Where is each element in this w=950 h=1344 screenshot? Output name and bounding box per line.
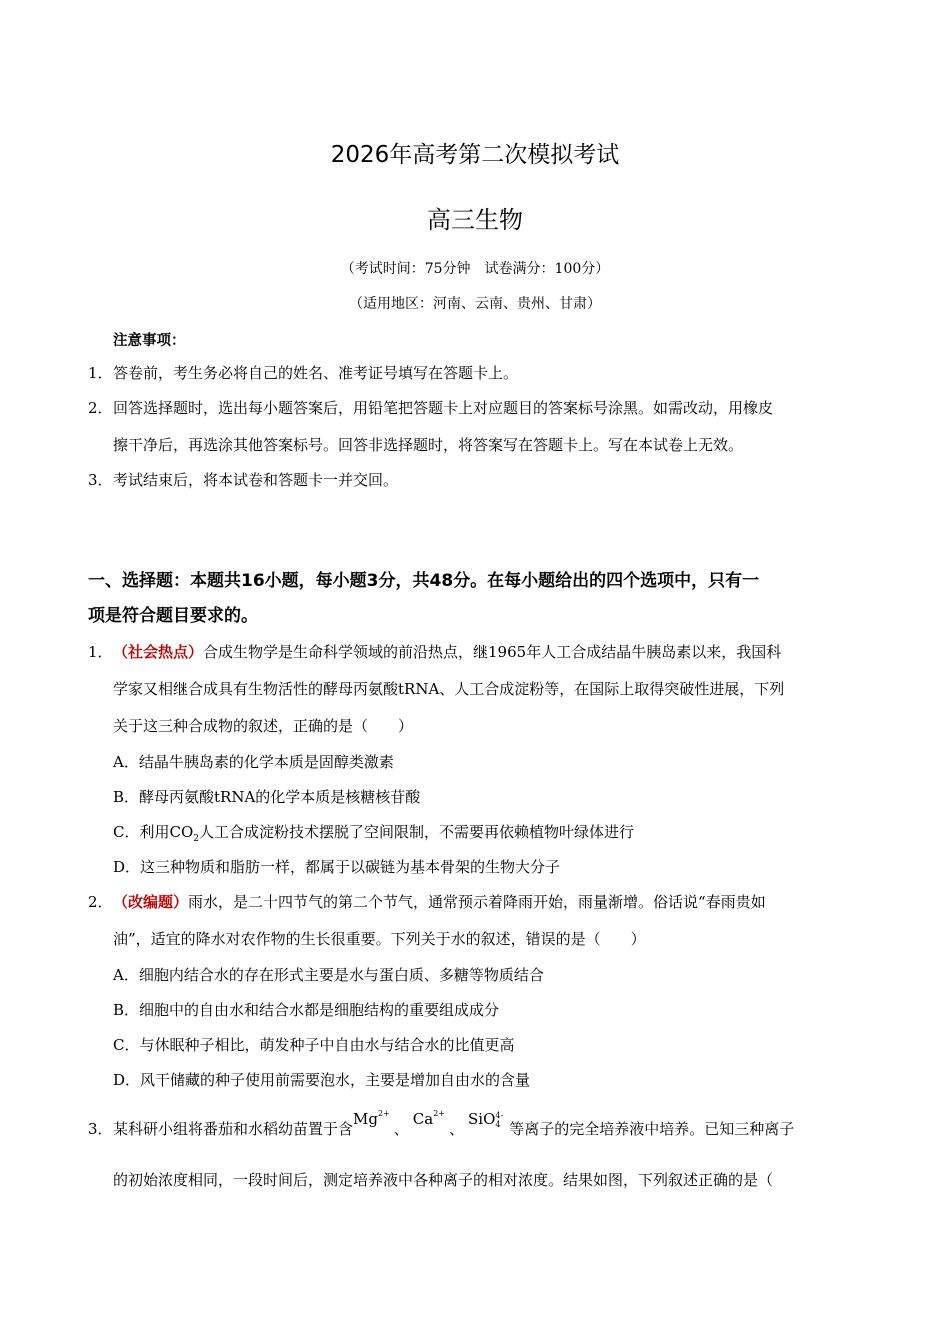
note-number: 3． [88, 471, 113, 489]
ion-symbol: Mg [353, 1110, 378, 1128]
option-text: 人工合成淀粉技术摆脱了空间限制，不需要再依赖植物叶绿体进行 [199, 823, 635, 841]
section-heading-cont: 项是符合题目要求的。 [88, 606, 258, 626]
option-b: B．酵母丙氨酸tRNA的化学本质是核糖核苷酸 [113, 788, 421, 806]
separator: 、 [393, 1120, 409, 1138]
question-text: 合成生物学是生命科学领域的前沿热点，继1965年人工合成结晶牛胰岛素以来，我国科 [203, 643, 782, 661]
ion-mg [353, 1109, 390, 1128]
question-text: 某科研小组将番茄和水稻幼苗置于含 [113, 1120, 354, 1138]
note-text: 考试结束后，将本试卷和答题卡一并交回。 [113, 471, 399, 489]
question-text: 学家又相继合成具有生物活性的酵母丙氨酸tRNA、人工合成淀粉等，在国际上取得突破性进展，下列 [113, 680, 785, 698]
ion-sio4 [468, 1110, 503, 1129]
option-b: B．细胞中的自由水和结合水都是细胞结构的重要组成成分 [113, 1001, 500, 1019]
option-a: A．细胞内结合水的存在形式主要是水与蛋白质、多糖等物质结合 [113, 966, 544, 984]
exam-title: 2026年高考第二次模拟考试 [330, 142, 620, 168]
region-info: （适用地区：河南、云南、贵州、甘肃） [349, 296, 601, 312]
subscript: 2 [193, 834, 199, 844]
note-text: 回答选择题时，选出每小题答案后，用铅笔把答题卡上对应题目的答案标号涂黑。如需改动，用橡皮 [113, 399, 774, 417]
question-number: 3． [88, 1120, 113, 1138]
separator: 、 [449, 1120, 465, 1138]
option-c [113, 821, 634, 844]
option-a: A．结晶牛胰岛素的化学本质是固醇类激素 [113, 753, 394, 771]
ion-ca [413, 1109, 445, 1128]
question-text: 的初始浓度相同，一段时间后，测定培养液中各种离子的相对浓度。结果如图，下列叙述正确的是（ [113, 1171, 774, 1189]
question-text: 雨水，是二十四节气的第二个节气，通常预示着降雨开始，雨量渐增。俗话说“春雨贵如 [188, 893, 766, 911]
option-c: C．与休眠种子相比，萌发种子中自由水与结合水的比值更高 [113, 1036, 515, 1054]
note-number: 2． [88, 399, 113, 417]
note-text: 擦干净后，再选涂其他答案标号。回答非选择题时，将答案写在答题卡上。写在本试卷上无效。 [113, 436, 744, 454]
ion-charge: 2+ [377, 1109, 390, 1118]
section-heading: 一、选择题：本题共16小题，每小题3分，共48分。在每小题给出的四个选项中，只有一 [88, 571, 760, 591]
ion-symbol: SiO [468, 1110, 496, 1128]
question-text: 等离子的完全培养液中培养。已知三种离子 [509, 1120, 795, 1138]
question-stem [113, 641, 781, 662]
question-text: 关于这三种合成物的叙述，正确的是（ ） [113, 717, 414, 735]
notes-heading: 注意事项： [113, 333, 186, 349]
question-tag: （社会热点） [113, 643, 204, 661]
ion-scripts [495, 1111, 503, 1129]
question-stem [113, 1109, 795, 1139]
ion-subscript: 4 [495, 1120, 501, 1129]
question-number: 2． [88, 893, 113, 911]
option-d: D．这三种物质和脂肪一样，都属于以碳链为基本骨架的生物大分子 [113, 858, 561, 876]
subject-title: 高三生物 [427, 206, 523, 234]
note-number: 1． [88, 364, 113, 382]
ion-charge: 4- [495, 1111, 504, 1120]
option-d: D．风干储藏的种子使用前需要泡水，主要是增加自由水的含量 [113, 1071, 531, 1089]
note-text: 答卷前，考生务必将自己的姓名、准考证号填写在答题卡上。 [113, 364, 519, 382]
question-stem [113, 891, 766, 912]
exam-info: （考试时间：75分钟 试卷满分：100分） [340, 261, 610, 277]
question-text: 油”，适宜的降水对农作物的生长很重要。下列关于水的叙述，错误的是（ ） [113, 930, 646, 948]
question-tag: （改编题） [113, 893, 189, 911]
ion-symbol: Ca [412, 1110, 434, 1128]
option-text: C．利用CO [113, 823, 194, 841]
ion-charge: 2+ [433, 1109, 446, 1118]
question-number: 1． [88, 643, 113, 661]
